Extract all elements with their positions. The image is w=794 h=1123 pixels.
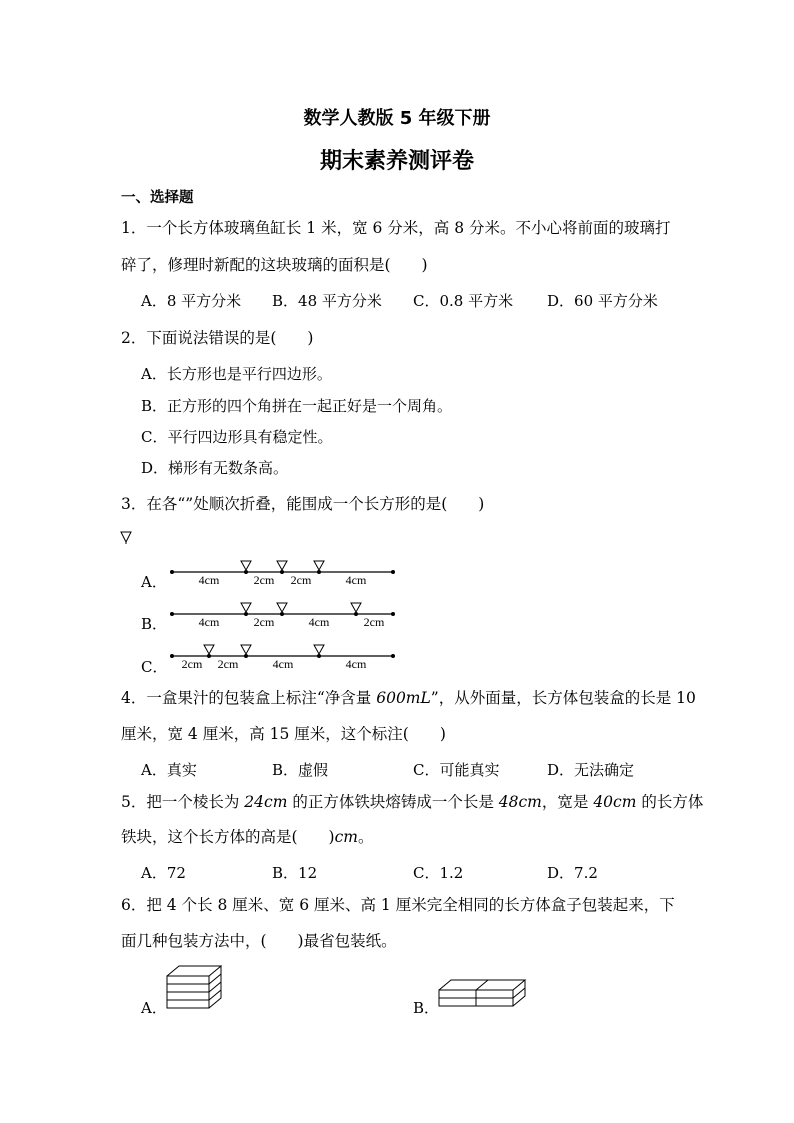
q3-option-a: A．	[141, 573, 167, 591]
q5-unit: 24cm	[244, 793, 288, 811]
segment-label: 2cm	[181, 657, 203, 671]
segment-label: 4cm	[198, 573, 220, 587]
q4-option-b: B．虚假	[272, 761, 329, 779]
q2-option-c: C．平行四边形具有稳定性。	[141, 428, 333, 446]
segment-label: 2cm	[253, 573, 275, 587]
q5-text: 铁块，这个长方体的高是( )	[121, 828, 335, 846]
q5-text: ，宽是	[541, 793, 594, 811]
segment-label: 2cm	[290, 573, 312, 587]
q6-option-b: B．	[413, 999, 440, 1017]
q1-option-a: A．8 平方分米	[141, 292, 242, 310]
q1-option-c: C．0.8 平方米	[413, 292, 514, 310]
q5-line1	[121, 790, 703, 812]
q5-text: 。	[358, 828, 374, 846]
q4-line2: 厘米，宽 4 厘米，高 15 厘米，这个标注( )	[121, 725, 446, 743]
q6-option-a: A．	[141, 999, 167, 1017]
q6-line2: 面几种包装方法中，( )最省包装纸。	[121, 932, 397, 950]
exam-subtitle: 数学人教版 5 年级下册	[303, 108, 491, 129]
segment-label: 4cm	[198, 615, 220, 629]
q3-option-b: B．	[141, 615, 168, 633]
q5-option-d: D．7.2	[547, 864, 598, 882]
segment-label: 2cm	[253, 615, 275, 629]
q5-line2	[121, 825, 374, 847]
segment-label: 4cm	[272, 657, 294, 671]
segment-label: 4cm	[308, 615, 330, 629]
q5-option-a: A．72	[141, 864, 186, 882]
segment-label: 2cm	[363, 615, 385, 629]
q4-unit: 600mL	[376, 689, 431, 707]
fold-mark-icon	[119, 531, 133, 545]
stacked-boxes-figure	[164, 962, 226, 1012]
q5-unit: cm	[334, 828, 358, 846]
q5-unit: 48cm	[498, 793, 542, 811]
q3-figure-a	[166, 558, 402, 588]
q4-option-d: D．无法确定	[547, 761, 635, 779]
section-heading: 一、选择题	[121, 190, 194, 206]
q4-option-a: A．真实	[141, 761, 197, 779]
q5-text: 的长方体	[636, 793, 704, 811]
q5-option-c: C．1.2	[413, 864, 464, 882]
segment-label: 4cm	[345, 657, 367, 671]
q2-option-b: B．正方形的四个角拼在一起正好是一个周角。	[141, 397, 453, 415]
q1-line1: 1．一个长方体玻璃鱼缸长 1 米，宽 6 分米，高 8 分米。不小心将前面的玻璃打	[121, 219, 671, 237]
side-by-side-boxes-figure	[436, 976, 530, 1012]
q1-line2: 碎了，修理时新配的这块玻璃的面积是( )	[121, 256, 428, 274]
q4-text: ”，从外面量，长方体包装盒的长是 10	[430, 689, 696, 707]
q2-option-a: A．长方形也是平行四边形。	[141, 365, 332, 383]
segment-label: 4cm	[345, 573, 367, 587]
q4-text: 4．一盒果汁的包装盒上标注“净含量	[121, 689, 377, 707]
q5-text: 5．把一个棱长为	[121, 793, 245, 811]
q3-stem: 3．在各“”处顺次折叠，能围成一个长方形的是( )	[121, 495, 485, 513]
q4-line1	[121, 686, 696, 708]
q3-figure-c	[166, 642, 402, 672]
q1-option-d: D．60 平方分米	[547, 292, 658, 310]
q5-text: 的正方体铁块熔铸成一个长是	[287, 793, 499, 811]
q4-option-c: C．可能真实	[413, 761, 500, 779]
q5-unit: 40cm	[593, 793, 637, 811]
q3-figure-b	[166, 600, 402, 630]
q5-option-b: B．12	[272, 864, 318, 882]
q6-line1: 6．把 4 个长 8 厘米、宽 6 厘米、高 1 厘米完全相同的长方体盒子包装起来，下	[121, 896, 675, 914]
segment-label: 2cm	[217, 657, 239, 671]
exam-title: 期末素养测评卷	[319, 149, 474, 174]
q1-option-b: B．48 平方分米	[272, 292, 382, 310]
q2-stem: 2．下面说法错误的是( )	[121, 329, 314, 347]
q2-option-d: D．梯形有无数条高。	[141, 459, 289, 477]
q3-option-c: C．	[141, 658, 168, 676]
